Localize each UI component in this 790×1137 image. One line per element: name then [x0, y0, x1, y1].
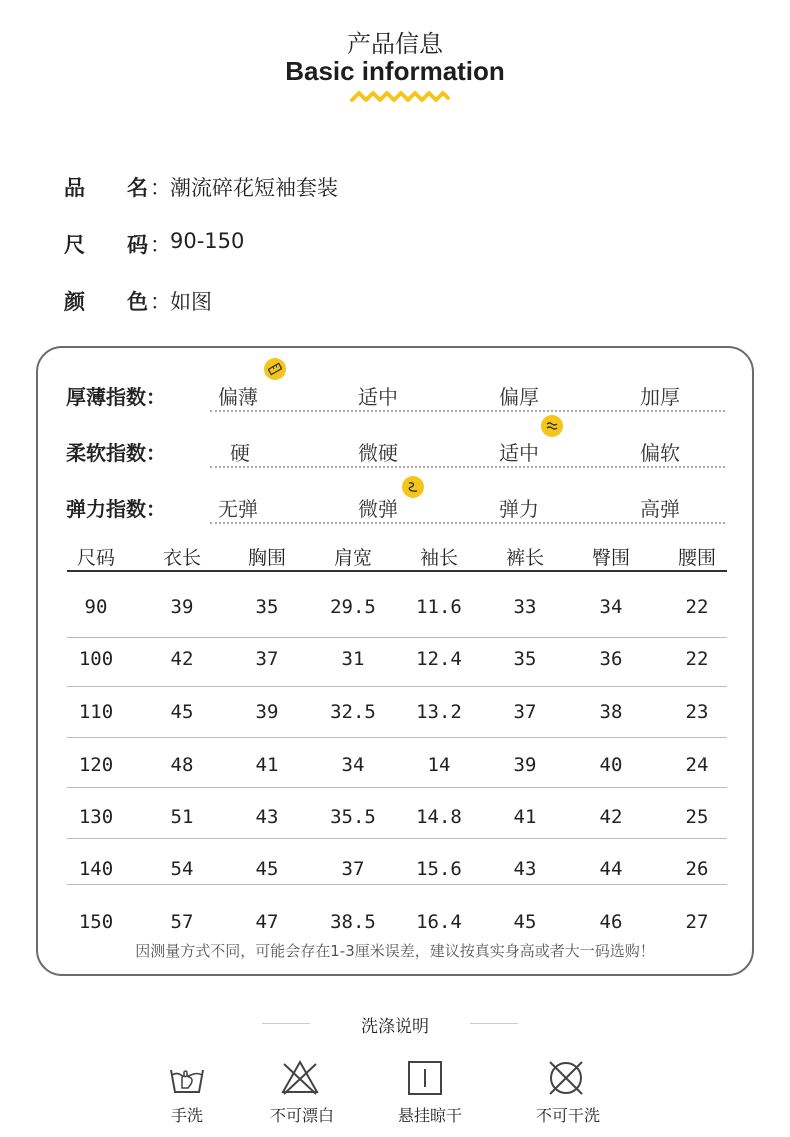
table-cell: 23: [685, 701, 709, 723]
table-row-divider: [67, 637, 727, 638]
index-label-elasticity: 弹力指数：: [66, 497, 166, 521]
index-option: 适中: [499, 441, 539, 465]
index-option: 微弹: [358, 497, 398, 521]
table-cell: 34: [341, 754, 365, 776]
table-header-divider: [67, 570, 727, 572]
table-cell: 35.5: [330, 806, 376, 828]
table-cell: 45: [255, 858, 279, 880]
index-option: 偏厚: [499, 385, 539, 409]
index-label-thickness: 厚薄指数：: [66, 385, 166, 409]
info-sep-color: ：: [150, 290, 171, 314]
no-dry-clean-icon: [546, 1058, 586, 1098]
table-header-cell: 衣长: [162, 547, 201, 569]
table-cell: 22: [685, 596, 709, 618]
wash-label: 手洗: [170, 1106, 203, 1125]
table-cell: 51: [170, 806, 194, 828]
hand-wash-icon: [167, 1058, 207, 1098]
wash-label: 悬挂晾干: [397, 1106, 462, 1125]
table-cell: 16.4: [416, 911, 462, 933]
table-header-cell: 尺码: [76, 547, 115, 569]
table-cell: 42: [599, 806, 623, 828]
title-line-left: [262, 1023, 310, 1024]
wash-label: 不可漂白: [269, 1106, 334, 1125]
table-cell: 22: [685, 648, 709, 670]
table-cell: 29.5: [330, 596, 376, 618]
spring-icon: [402, 476, 424, 498]
index-option: 偏软: [640, 441, 680, 465]
table-cell: 12.4: [416, 648, 462, 670]
info-value-color: 如图: [170, 290, 212, 314]
table-cell: 36: [599, 648, 623, 670]
table-cell: 39: [513, 754, 537, 776]
table-cell: 45: [513, 911, 537, 933]
table-cell: 26: [685, 858, 709, 880]
table-cell: 15.6: [416, 858, 462, 880]
table-header-cell: 臀围: [591, 547, 630, 569]
table-row-divider: [67, 884, 727, 885]
info-value-size: 90-150: [170, 229, 245, 253]
table-cell: 27: [685, 911, 709, 933]
info-label-color: 颜 色: [64, 290, 148, 314]
table-cell: 14: [427, 754, 451, 776]
table-cell: 150: [78, 911, 114, 933]
table-cell: 140: [78, 858, 114, 880]
index-option: 适中: [358, 385, 398, 409]
wave-icon: [541, 415, 563, 437]
table-cell: 47: [255, 911, 279, 933]
table-cell: 13.2: [416, 701, 462, 723]
index-option: 无弹: [218, 497, 258, 521]
table-cell: 11.6: [416, 596, 462, 618]
zigzag-decoration-icon: [350, 90, 450, 104]
table-cell: 43: [255, 806, 279, 828]
table-cell: 45: [170, 701, 194, 723]
table-cell: 110: [78, 701, 114, 723]
section-title-cn: 产品信息: [347, 30, 443, 58]
table-cell: 43: [513, 858, 537, 880]
table-cell: 37: [513, 701, 537, 723]
index-option: 加厚: [640, 385, 680, 409]
info-label-name: 品 名: [64, 176, 148, 200]
info-sep-size: ：: [150, 233, 171, 257]
table-cell: 57: [170, 911, 194, 933]
table-cell: 42: [170, 648, 194, 670]
no-bleach-icon: [280, 1058, 320, 1098]
info-value-name: 潮流碎花短袖套装: [170, 176, 338, 200]
info-label-size: 尺 码: [64, 233, 148, 257]
table-header-cell: 袖长: [419, 547, 458, 569]
table-header-cell: 裤长: [505, 547, 544, 569]
table-cell: 34: [599, 596, 623, 618]
table-header-cell: 肩宽: [333, 547, 372, 569]
dotted-divider: [210, 410, 725, 412]
table-row-divider: [67, 686, 727, 687]
index-option: 弹力: [499, 497, 539, 521]
washing-title: 洗涤说明: [361, 1017, 429, 1037]
dotted-divider: [210, 466, 725, 468]
wash-label: 不可干洗: [535, 1106, 600, 1125]
table-cell: 38: [599, 701, 623, 723]
table-cell: 48: [170, 754, 194, 776]
table-cell: 54: [170, 858, 194, 880]
table-cell: 31: [341, 648, 365, 670]
table-cell: 14.8: [416, 806, 462, 828]
table-cell: 40: [599, 754, 623, 776]
table-cell: 35: [255, 596, 279, 618]
table-cell: 37: [255, 648, 279, 670]
table-cell: 32.5: [330, 701, 376, 723]
hang-dry-icon: [405, 1058, 445, 1098]
section-title-en: Basic information: [285, 56, 505, 86]
table-cell: 38.5: [330, 911, 376, 933]
table-row-divider: [67, 787, 727, 788]
dotted-divider: [210, 522, 725, 524]
table-cell: 130: [78, 806, 114, 828]
measurement-note: 因测量方式不同，可能会存在1-3厘米误差，建议按真实身高或者大一码选购！: [135, 942, 655, 960]
title-line-right: [470, 1023, 518, 1024]
table-cell: 41: [255, 754, 279, 776]
table-cell: 44: [599, 858, 623, 880]
table-cell: 41: [513, 806, 537, 828]
table-cell: 25: [685, 806, 709, 828]
ruler-icon: [264, 358, 286, 380]
table-cell: 46: [599, 911, 623, 933]
info-sep-name: ：: [150, 176, 171, 200]
index-option: 微硬: [358, 441, 398, 465]
table-cell: 24: [685, 754, 709, 776]
table-header-cell: 腰围: [677, 547, 716, 569]
table-row-divider: [67, 838, 727, 839]
index-option: 硬: [230, 441, 250, 465]
table-cell: 39: [255, 701, 279, 723]
table-cell: 100: [78, 648, 114, 670]
table-cell: 33: [513, 596, 537, 618]
table-cell: 35: [513, 648, 537, 670]
table-cell: 39: [170, 596, 194, 618]
table-cell: 120: [78, 754, 114, 776]
index-option: 偏薄: [218, 385, 258, 409]
table-cell: 37: [341, 858, 365, 880]
table-row-divider: [67, 737, 727, 738]
index-label-softness: 柔软指数：: [66, 441, 166, 465]
index-option: 高弹: [640, 497, 680, 521]
table-cell: 90: [84, 596, 108, 618]
table-header-cell: 胸围: [247, 547, 286, 569]
